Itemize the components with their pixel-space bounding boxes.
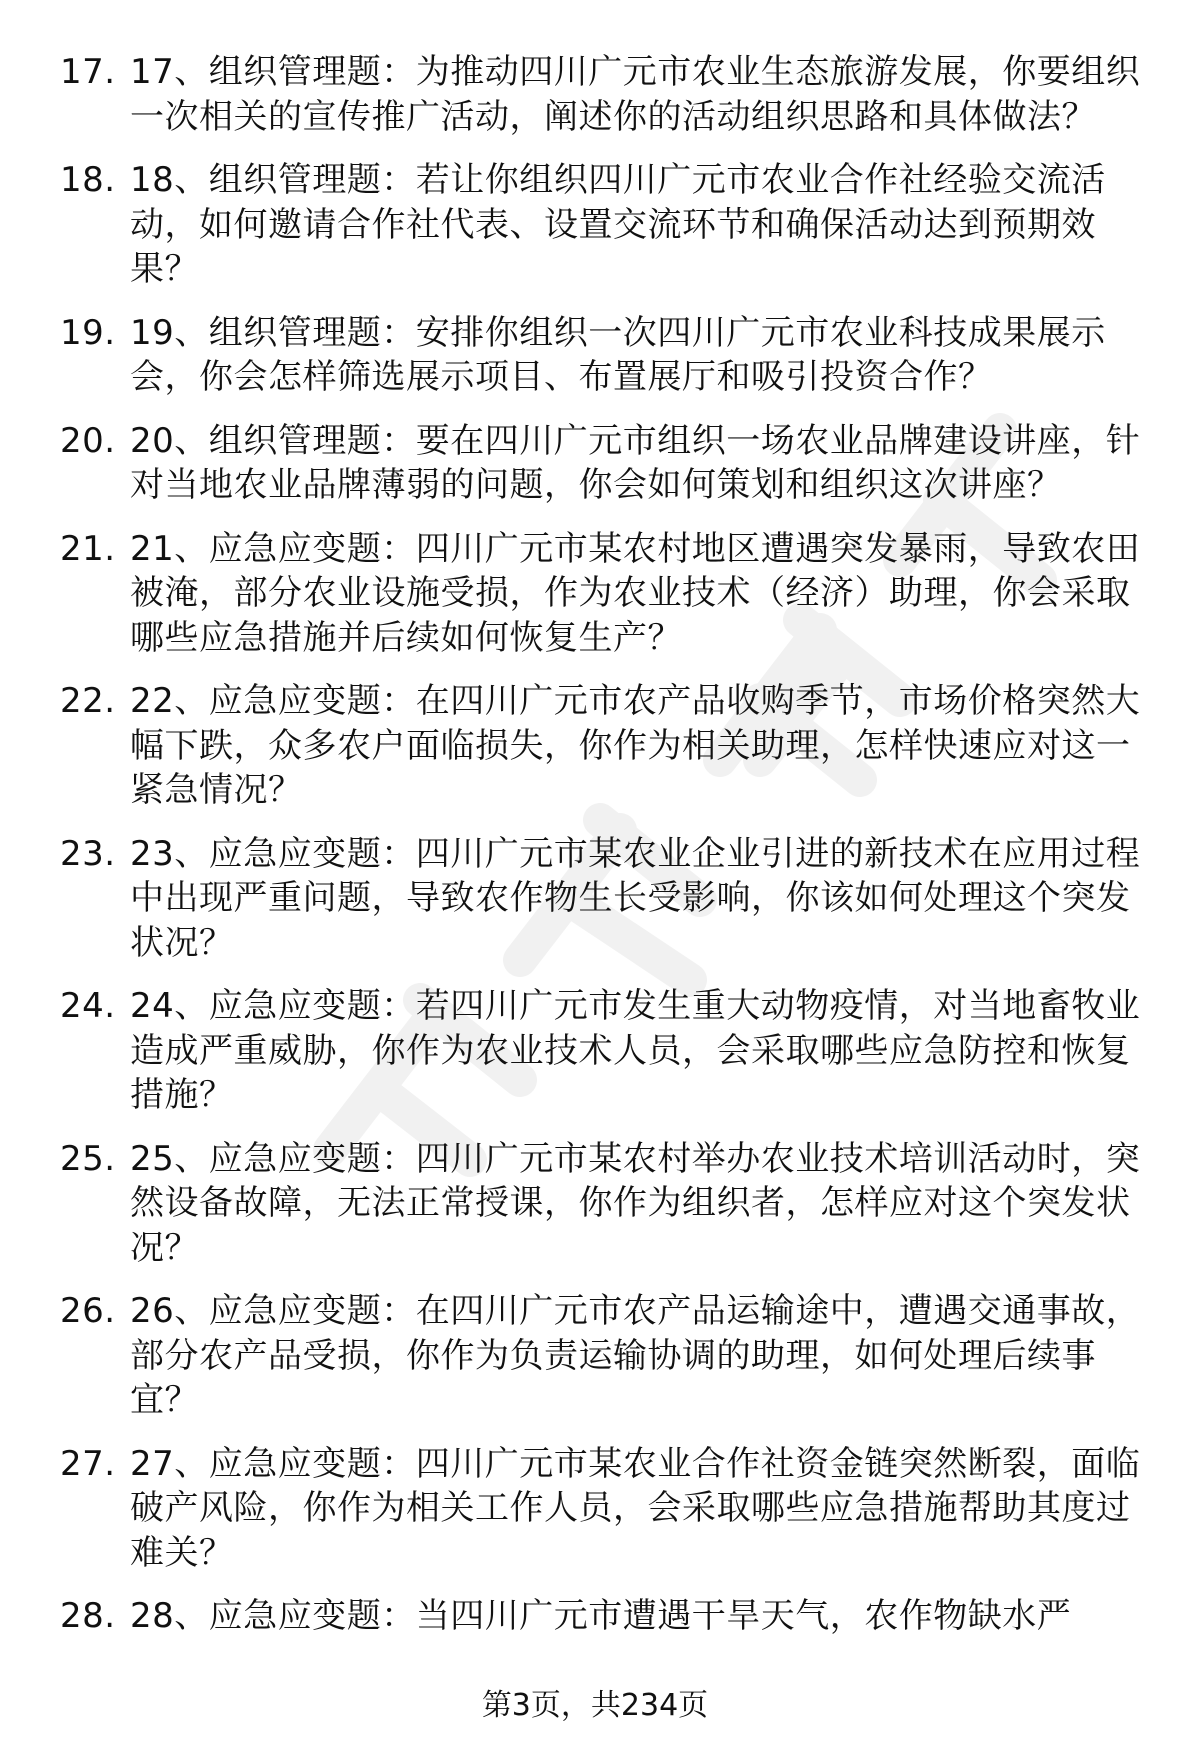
question-number: 28. [60, 1596, 116, 1636]
question-number: 20. [60, 420, 116, 461]
question-number: 23. [60, 833, 116, 874]
question-text: 20、组织管理题：要在四川广元市组织一场农业品牌建设讲座，针对当地农业品牌薄弱的问题，你会如何策划和组织这次讲座？ [130, 420, 1141, 505]
question-list [60, 50, 1155, 1658]
page-footer [0, 1686, 1190, 1726]
question-text: 26、应急应变题：在四川广元市农产品运输途中，遭遇交通事故，部分农产品受损，你作为负责运输协调的助理，如何处理后续事宜？ [130, 1291, 1141, 1420]
question-item [60, 1137, 1155, 1271]
question-number: 17. [60, 52, 116, 92]
question-text: 17、组织管理题：为推动四川广元市农业生态旅游发展，你要组织一次相关的宣传推广活动，阐述你的活动组织思路和具体做法？ [130, 52, 1141, 137]
question-item [60, 1289, 1155, 1423]
question-number: 19. [60, 312, 116, 353]
question-text: 23、应急应变题：四川广元市某农业企业引进的新技术在应用过程中出现严重问题，导致农作物生长受影响，你该如何处理这个突发状况？ [130, 833, 1141, 963]
question-item [60, 158, 1155, 292]
question-number: 27. [60, 1443, 116, 1484]
question-text: 25、应急应变题：四川广元市某农村举办农业技术培训活动时，突然设备故障，无法正常授课，你作为组织者，怎样应对这个突发状况？ [130, 1138, 1141, 1268]
question-number: 24. [60, 986, 116, 1026]
question-item [60, 832, 1155, 966]
page-number-label: 第3页，共234页 [481, 1688, 709, 1723]
question-item [60, 984, 1155, 1118]
question-number: 21. [60, 528, 116, 569]
question-item [60, 527, 1155, 661]
question-text: 18、组织管理题：若让你组织四川广元市农业合作社经验交流活动，如何邀请合作社代表、设置交流环节和确保活动达到预期效果？ [130, 160, 1106, 289]
question-item [60, 679, 1155, 813]
question-item [60, 50, 1155, 139]
question-text: 24、应急应变题：若四川广元市发生重大动物疫情，对当地畜牧业造成严重威胁，你作为农业技术人员，会采取哪些应急防控和恢复措施？ [130, 986, 1141, 1115]
question-text: 27、应急应变题：四川广元市某农业合作社资金链突然断裂，面临破产风险，你作为相关工作人员，会采取哪些应急措施帮助其度过难关？ [130, 1443, 1141, 1573]
question-item [60, 1442, 1155, 1576]
question-item [60, 1594, 1155, 1639]
question-text: 19、组织管理题：安排你组织一次四川广元市农业科技成果展示会，你会怎样筛选展示项目、布置展厅和吸引投资合作？ [130, 312, 1106, 397]
question-number: 18. [60, 160, 116, 200]
question-text: 21、应急应变题：四川广元市某农村地区遭遇突发暴雨，导致农田被淹，部分农业设施受损，作为农业技术（经济）助理，你会采取哪些应急措施并后续如何恢复生产？ [130, 528, 1141, 658]
question-text: 22、应急应变题：在四川广元市农产品收购季节，市场价格突然大幅下跌，众多农户面临损失，你作为相关助理，怎样快速应对这一紧急情况？ [130, 681, 1141, 810]
question-text: 28、应急应变题：当四川广元市遭遇干旱天气，农作物缺水严 [130, 1596, 1072, 1636]
question-item [60, 311, 1155, 400]
question-number: 26. [60, 1291, 116, 1331]
question-item [60, 419, 1155, 508]
question-number: 25. [60, 1138, 116, 1179]
question-number: 22. [60, 681, 116, 721]
